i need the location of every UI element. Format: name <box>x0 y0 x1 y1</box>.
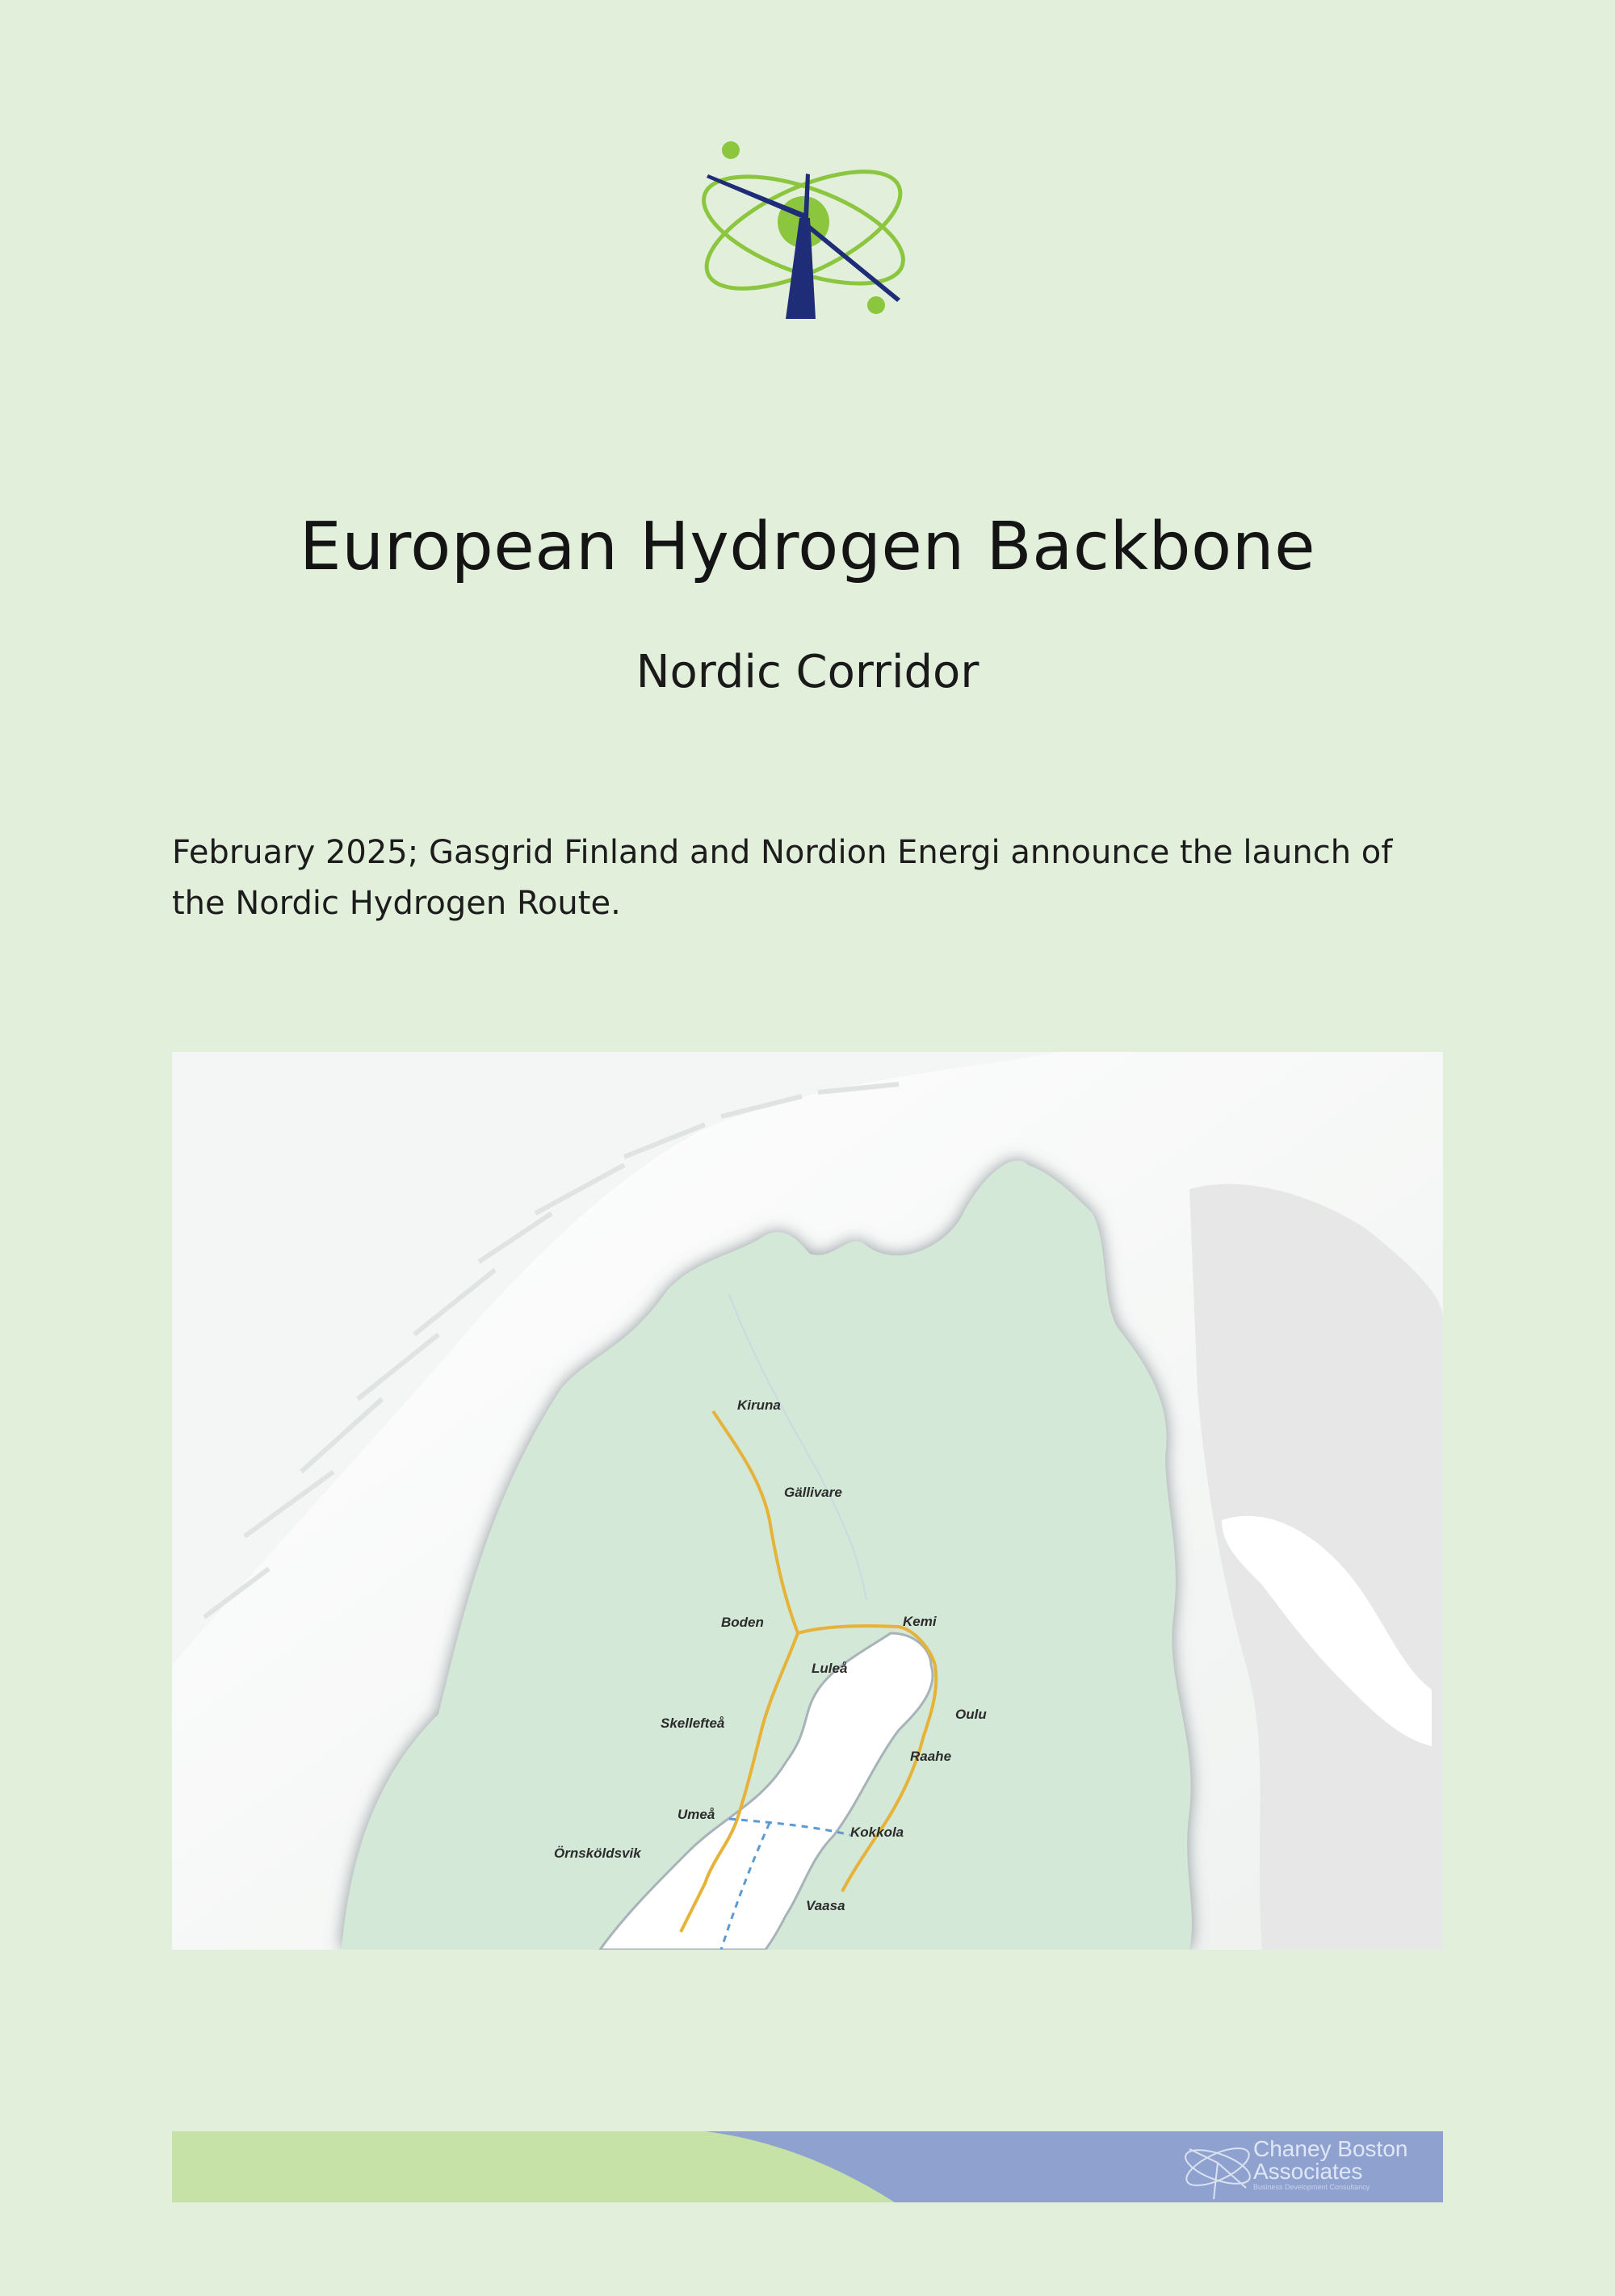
document-title: European Hydrogen Backbone <box>299 509 1316 585</box>
footer-tagline: Business Development Consultancy <box>1253 2183 1370 2191</box>
nordic-hydrogen-route-map <box>172 1052 1443 1950</box>
footer-name-line1: Chaney Boston <box>1253 2136 1408 2161</box>
city-label: Örnsköldsvik <box>554 1846 641 1861</box>
city-label: Gällivare <box>784 1485 842 1500</box>
announcement-paragraph: February 2025; Gasgrid Finland and Nordion Energi announce the launch of the Nordic Hydrogen Route. <box>172 834 1393 922</box>
city-label: Oulu <box>955 1707 987 1722</box>
document-subtitle: Nordic Corridor <box>636 646 979 698</box>
footer-band <box>172 2131 1443 2202</box>
city-label: Luleå <box>812 1661 848 1676</box>
city-label: Boden <box>721 1615 764 1630</box>
city-label: Raahe <box>910 1749 952 1764</box>
city-label: Umeå <box>677 1807 715 1822</box>
footer-company-name <box>1253 2138 1439 2192</box>
city-label: Vaasa <box>806 1898 845 1913</box>
company-logo <box>682 129 925 331</box>
city-label: Skellefteå <box>661 1716 725 1731</box>
city-label: Kokkola <box>850 1825 904 1840</box>
city-label: Kemi <box>903 1614 937 1629</box>
city-label: Kiruna <box>737 1397 781 1413</box>
footer-name-line2: Associates <box>1253 2159 1363 2184</box>
